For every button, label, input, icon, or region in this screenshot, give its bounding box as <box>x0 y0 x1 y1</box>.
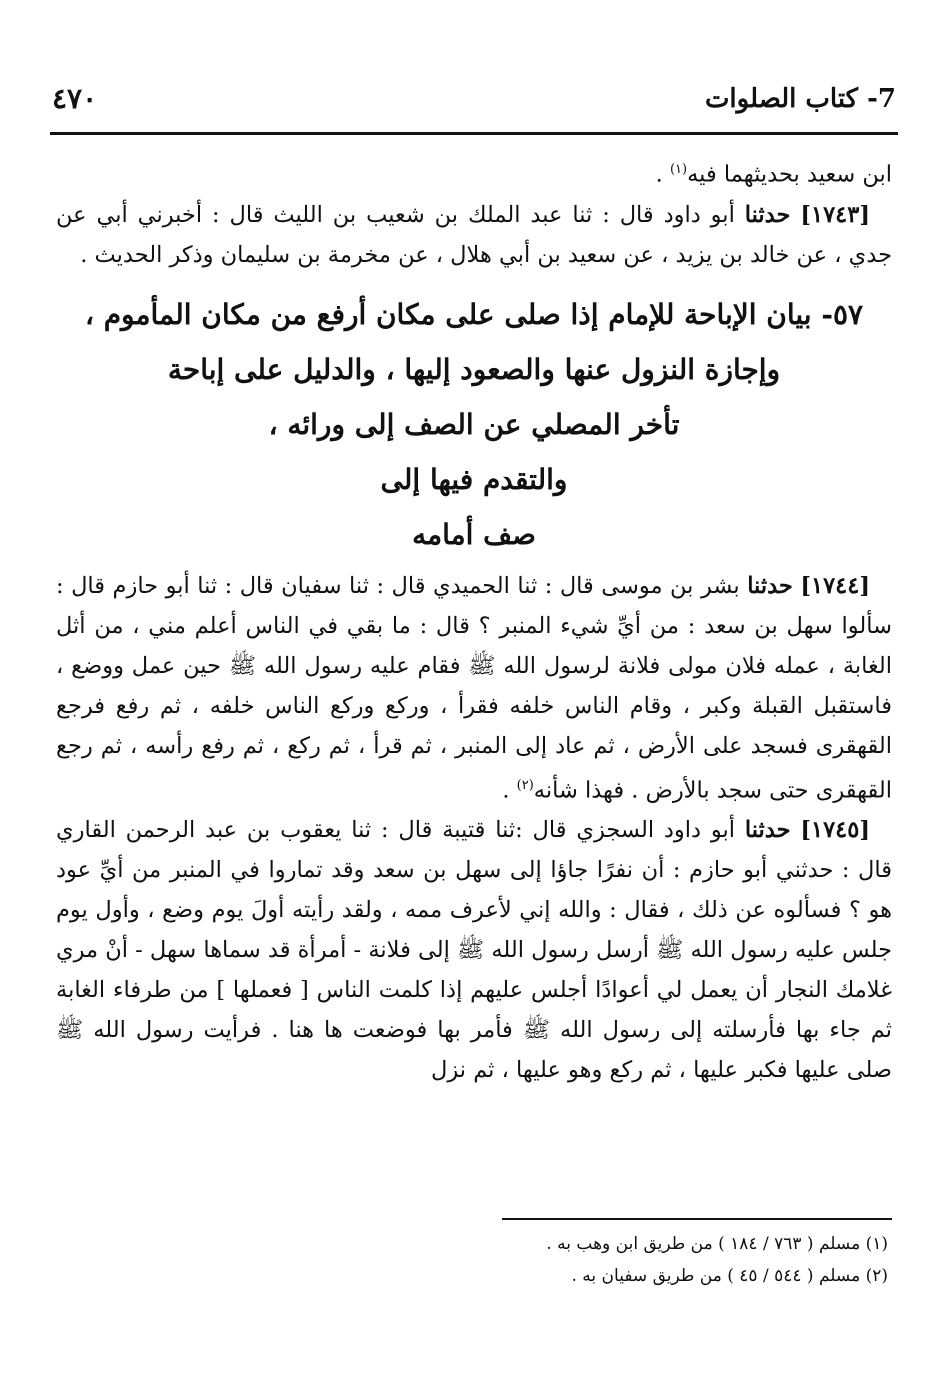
page-number: ٤٧٠ <box>52 82 98 115</box>
paragraph-text: ابن سعيد بحديثهما فيه <box>687 161 892 188</box>
hadith-number: [١٧٤٣] <box>800 201 870 228</box>
paragraph-end: . <box>655 161 670 188</box>
footnote-item: (١) مسلم ( ٧٦٣ / ١٨٤ ) من طريق ابن وهب به . <box>546 1234 888 1254</box>
chapter-heading-line: وإجازة النزول عنها والصعود إليها ، والدليل على إباحة <box>167 352 781 386</box>
hadith-1745 <box>56 810 892 1090</box>
chapter-heading-line: تأخر المصلي عن الصف إلى ورائه ، <box>268 407 680 441</box>
footnote-rule <box>502 1218 892 1220</box>
page-header <box>52 78 896 126</box>
hadith-keyword: حدثنا <box>744 201 791 228</box>
hadith-number: [١٧٤٥] <box>800 817 871 843</box>
hadith-text: أبو داود السجزي قال :ثنا قتيبة قال : ثنا يعقوب بن عبد الرحمن القاري قال : حدثني أبو حازم : أن نفرًا جاؤا إلى سهل بن سعد وقد تماروا في المنبر من أيِّ عود هو ؟ فسألوه عن ذلك ، فقال : والله إني لأعرف ممه ، ولقد رأيته أولَ يوم وضع ، وأول يوم جلس عليه رسول الله ﷺ أرسل رسول الله ﷺ إلى فلانة - أمرأة قد سماها سهل - أنْ مري غلامك النجار أن يعمل لي أعوادًا أجلس عليهم إذا كلمت الناس [ فعملها ] من طرفاء الغابة ثم جاء بها فأرسلته إلى رسول الله ﷺ فأمر بها فوضعت ها هنا . فرأيت رسول الله ﷺ صلى عليها فكبر عليها ، ثم ركع وهو عليها ، ثم نزل <box>56 817 892 1083</box>
chapter-heading-line: ٥٧- بيان الإباحة للإمام إذا صلى على مكان أرفع من مكان المأموم ، <box>84 297 864 331</box>
hadith-text: بشر بن موسى قال : ثنا الحميدي قال : ثنا سفيان قال : ثنا أبو حازم قال : سألوا سهل بن سعد : من أيِّ شيء المنبر ؟ قال : ما بقي في الناس أعلم مني ، من أثل الغابة ، عمله فلان مولى فلانة لرسول الله ﷺ فقام عليه رسول الله ﷺ حين عمل ووضع ، فاستقبل القبلة وكبر ، وقام الناس خلفه فقرأ ، وركع وركع الناس خلفه ، ثم رفع فرجع القهقرى فسجد على الأرض ، ثم عاد إلى المنبر ، ثم قرأ ، ثم ركع ، ثم رفع رأسه ، ثم رجع القهقرى حتى سجد بالأرض . فهذا شأنه <box>56 572 892 803</box>
paragraph-end: . <box>502 777 517 803</box>
hadith-1744 <box>56 566 892 811</box>
hadith-1743 <box>56 195 892 275</box>
chapter-heading-line: والتقدم فيها إلى <box>380 462 568 496</box>
page-body <box>56 150 892 1090</box>
chapter-heading <box>56 287 892 562</box>
footnote-item: (٢) مسلم ( ٥٤٤ / ٤٥ ) من طريق سفيان به . <box>571 1266 888 1286</box>
footnotes <box>288 1228 888 1292</box>
paragraph-continuation <box>56 150 892 195</box>
hadith-number: [١٧٤٤] <box>800 572 870 599</box>
footnote-ref: (١) <box>669 162 688 177</box>
footnote-ref: (٢) <box>516 777 534 793</box>
hadith-keyword: حدثنا <box>744 817 791 843</box>
hadith-text: أبو داود قال : ثنا عبد الملك بن شعيب بن الليث قال : أخبرني أبي عن جدي ، عن خالد بن يزيد ، عن سعيد بن أبي هلال ، عن مخرمة بن سليمان وذكر الحديث . <box>56 201 892 268</box>
hadith-keyword: حدثنا <box>747 572 793 599</box>
book-title: 7- كتاب الصلوات <box>704 84 896 114</box>
chapter-heading-line: صف أمامه <box>412 517 536 551</box>
header-rule <box>50 132 898 135</box>
